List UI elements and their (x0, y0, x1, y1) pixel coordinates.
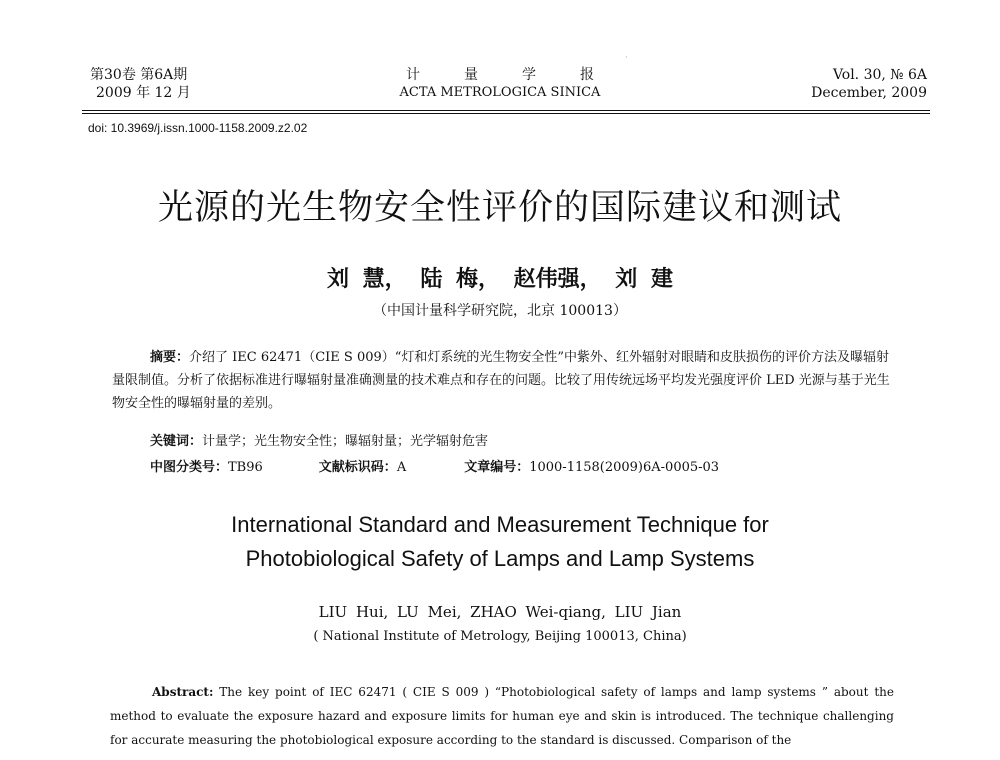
abstract-cn-label: 摘要： (150, 350, 190, 365)
header-rule-bottom (82, 113, 930, 114)
clc-label: 中图分类号： (150, 460, 229, 475)
publication-date-cn: 2009 年 12 月 (96, 85, 191, 101)
affiliation-cn: （中国计量科学研究院，北京 100013） (373, 303, 627, 319)
affiliation-en: ( National Institute of Metrology, Beijing 100013, China) (313, 629, 687, 644)
header-rule-top (82, 110, 930, 111)
authors-en: LIU Hui, LU Mei, ZHAO Wei-qiang, LIU Jian (318, 603, 682, 621)
clc-value: TB96 (228, 460, 263, 475)
volume-issue: 第30卷 第6A期 (90, 67, 188, 83)
keywords-cn-label: 关键词： (150, 434, 203, 449)
article-number-value: 1000-1158(2009)6A-0005-03 (529, 460, 720, 475)
abstract-cn (112, 346, 896, 415)
doc-code-label: 文献标识码： (318, 460, 397, 475)
abstract-en-text: The key point of IEC 62471 ( CIE S 009 ) “Photobiological safety of lamps and lamp systems ” about the method to evaluate the exposure hazard and exposure limits for human eye and skin is introduced. The technique challenging for accurate measuring the photobiological exposure according to the standard is discussed. Comparison of the (110, 685, 894, 747)
volume-en: Vol. 30, № 6A (832, 67, 927, 83)
paper-title-en (0, 508, 1000, 576)
abstract-en (110, 680, 894, 752)
paper-title-cn: 光源的光生物安全性评价的国际建议和测试 (157, 188, 842, 228)
keywords-cn (150, 430, 488, 449)
authors-cn: 刘 慧， 陆 梅， 赵伟强， 刘 建 (327, 266, 673, 292)
paper-title-en-line2: Photobiological Safety of Lamps and Lamp Systems (245, 546, 755, 571)
doc-code-value: A (396, 460, 407, 475)
article-number-label: 文章编号： (464, 460, 530, 475)
journal-name-cn: 计量学报 (406, 67, 638, 83)
classification-line (150, 456, 719, 475)
journal-volume-en (811, 66, 927, 102)
doi: doi: 10.3969/j.issn.1000-1158.2009.z2.02 (88, 121, 308, 135)
publication-date-en: December, 2009 (811, 85, 927, 101)
journal-name-en: ACTA METROLOGICA SINICA (399, 85, 601, 100)
scan-speck: · (625, 53, 628, 62)
keywords-cn-text: 计量学；光生物安全性；曝辐射量；光学辐射危害 (202, 434, 489, 449)
paper-title-en-line1: International Standard and Measurement Technique for (231, 512, 769, 537)
abstract-cn-text: 介绍了 IEC 62471（CIE S 009）“灯和灯系统的光生物安全性”中紫外、红外辐射对眼睛和皮肤损伤的评价方法及曝辐射量限制值。分析了依据标准进行曝辐射量准确测量的技术难点和存在的问题。比较了用传统远场平均发光强度评价 LED 光源与基于光生物安全性的曝辐射量的差别。 (112, 350, 890, 411)
abstract-en-label: Abstract: (152, 685, 214, 699)
